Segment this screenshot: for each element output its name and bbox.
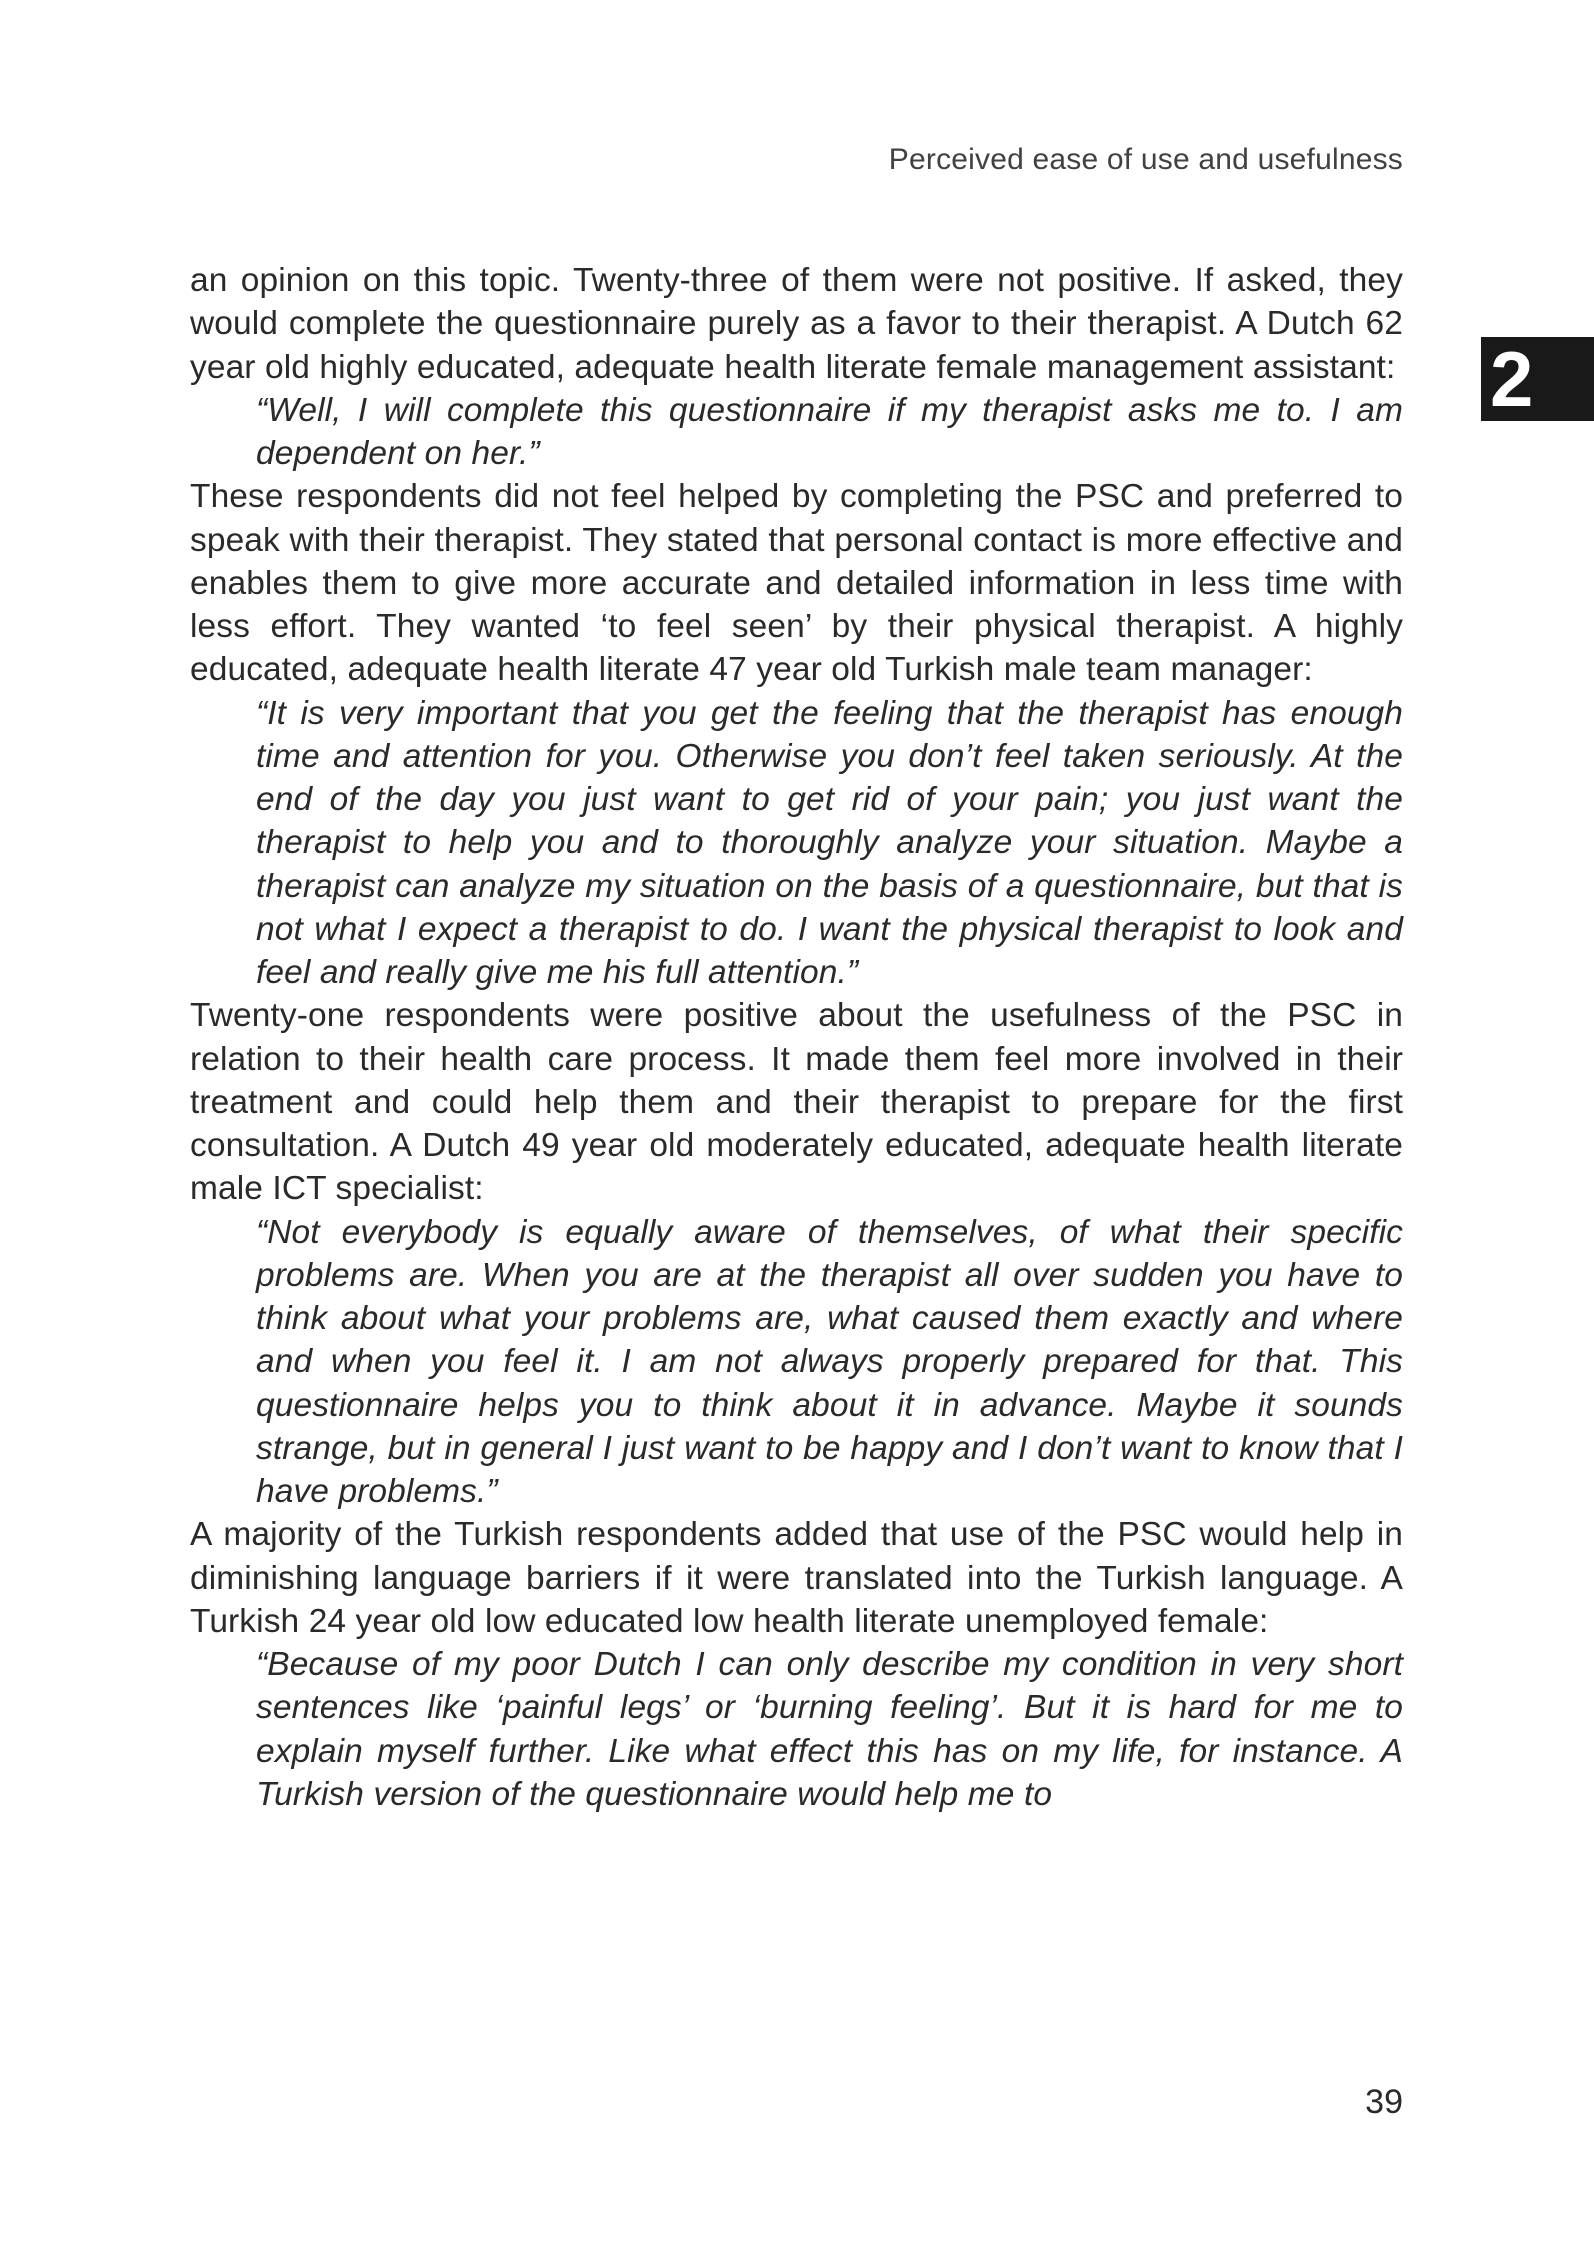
body-paragraph: an opinion on this topic. Twenty-three of them were not positive. If asked, they would complete the questionnaire purely as a favor to their therapist. A Dutch 62 year old highly educated, adequate health literate female management assistant: [190,262,1403,386]
quote-paragraph: “It is very important that you get the feeling that the therapist has enough time and attention for you. Otherwise you don’t feel taken seriously. At the end of the day you just want to get rid of your pain; you just want the therapist to help you and to thoroughly analyze your situation. Maybe a therapist can analyze my situation on the basis of a questionnaire, but that is not what I expect a therapist to do. I want the physical therapist to look and feel and really give me his full attention.” [256,694,1403,991]
quote-paragraph: “Because of my poor Dutch I can only describe my condition in very short sentences like ‘painful legs’ or ‘burning feeling’. But it is hard for me to explain myself further. Like what effect this has on my life, for instance. A Turkish version of the questionnaire would help me to [256,1646,1403,1813]
body-paragraph: A majority of the Turkish respondents added that use of the PSC would help in diminishing language barriers if it were translated into the Turkish language. A Turkish 24 year old low educated low health literate unemployed female: [190,1516,1403,1640]
body-paragraph: Twenty-one respondents were positive about the usefulness of the PSC in relation to their health care process. It made them feel more involved in their treatment and could help them and their therapist to prepare for the first consultation. A Dutch 49 year old moderately educated, adequate health literate male ICT specialist: [190,997,1403,1208]
quote-paragraph: “Not everybody is equally aware of themselves, of what their specific problems are. When you are at the therapist all over sudden you have to think about what your problems are, what caused them exactly and where and when you feel it. I am not always properly prepared for that. This questionnaire helps you to think about it in advance. Maybe it sounds strange, but in general I just want to be happy and I don’t want to know that I have problems.” [256,1213,1403,1510]
body-text-column [190,259,1403,1816]
running-header: Perceived ease of use and usefulness [888,143,1403,176]
page-number: 39 [1365,2083,1403,2121]
quote-paragraph: “Well, I will complete this questionnaire if my therapist asks me to. I am dependent on her.” [256,391,1403,472]
body-paragraph: These respondents did not feel helped by completing the PSC and preferred to speak with their therapist. They stated that personal contact is more effective and enables them to give more accurate and detailed information in less time with less effort. They wanted ‘to feel seen’ by their physical therapist. A highly educated, adequate health literate 47 year old Turkish male team manager: [190,478,1403,689]
chapter-tab [1481,337,1594,421]
chapter-number: 2 [1490,335,1534,423]
